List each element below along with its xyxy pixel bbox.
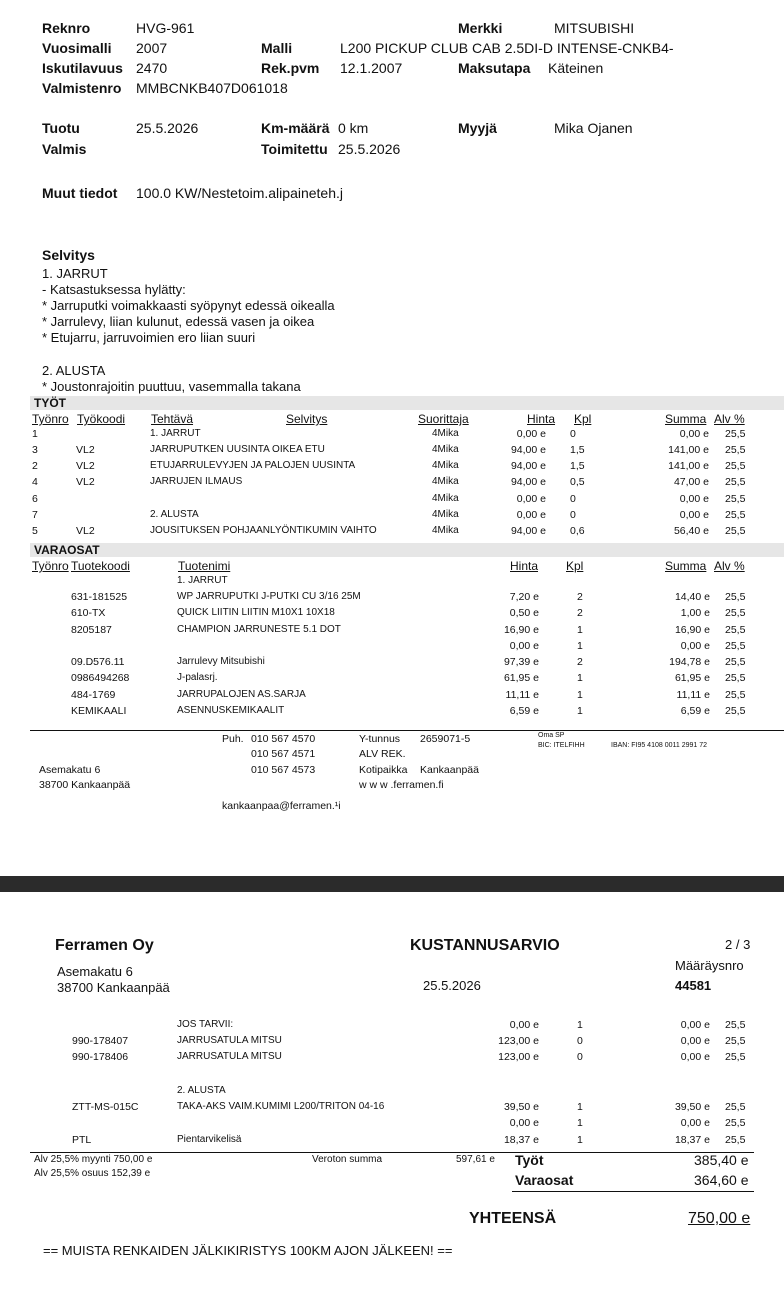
cell-summa: 194,78 e <box>669 656 710 668</box>
city-address: 38700 Kankaanpää <box>57 980 170 995</box>
cell-alv: 25,5 <box>725 1051 746 1063</box>
cell-alv: 25,5 <box>725 1134 746 1146</box>
cell-kpl: 0 <box>570 428 576 440</box>
cell-tuotenimi: CHAMPION JARRUNESTE 5.1 DOT <box>177 624 341 635</box>
cell-tuotekoodi: 484-1769 <box>71 689 116 701</box>
col-suorittaja: Suorittaja <box>418 412 469 426</box>
cell-alv: 25,5 <box>725 444 746 456</box>
cell-tuotekoodi: PTL <box>72 1134 92 1146</box>
cell-tuotenimi: 1. JARRUT <box>177 575 228 586</box>
cell-tuotenimi: WP JARRUPUTKI J-PUTKI CU 3/16 25M <box>177 591 361 602</box>
cell-hinta: 39,50 e <box>503 1101 539 1113</box>
table-row <box>0 509 784 525</box>
varaosat-total-value: 364,60 e <box>694 1172 749 1188</box>
cell-summa: 141,00 e <box>668 460 709 472</box>
cell-alv: 25,5 <box>725 689 746 701</box>
maarays-value: 44581 <box>675 978 712 993</box>
cell-suorittaja: 4Mika <box>432 476 459 487</box>
cell-tyonro: 6 <box>32 493 38 505</box>
cell-summa: 0,00 e <box>679 509 709 521</box>
myyja-value: Mika Ojanen <box>554 120 633 136</box>
cell-kpl: 2 <box>577 656 583 668</box>
cell-tehtava: 1. JARRUT <box>150 428 201 439</box>
cell-kpl: 1 <box>577 624 583 636</box>
table-row <box>0 444 784 460</box>
cell-alv: 25,5 <box>725 640 746 652</box>
veroton-value: 597,61 e <box>456 1154 495 1165</box>
cell-suorittaja: 4Mika <box>432 493 459 504</box>
cell-tuotekoodi: 990-178407 <box>72 1035 129 1047</box>
cell-suorittaja: 4Mika <box>432 444 459 455</box>
cell-tyokoodi: VL2 <box>76 460 95 472</box>
selvitys-line: 2. ALUSTA <box>42 363 106 378</box>
reknro-value: HVG-961 <box>136 20 195 36</box>
cell-summa: 11,11 e <box>676 689 710 701</box>
cell-kpl: 0 <box>570 493 576 505</box>
col-tuotekoodi: Tuotekoodi <box>71 559 130 573</box>
cell-tuotenimi: Jarrulevy Mitsubishi <box>177 656 265 667</box>
km-label: Km-määrä <box>261 120 330 136</box>
table-row <box>0 525 784 541</box>
cell-kpl: 0,5 <box>570 476 585 488</box>
table-row <box>0 656 784 672</box>
varaosat-header <box>0 559 784 575</box>
cell-alv: 25,5 <box>725 705 746 717</box>
table-row <box>0 1134 784 1150</box>
cell-summa: 0,00 e <box>680 1051 710 1063</box>
col-alv: Alv % <box>714 412 745 426</box>
cell-tuotekoodi: 990-178406 <box>72 1051 129 1063</box>
varaosat-total-label: Varaosat <box>515 1172 574 1188</box>
totals-rule <box>30 1152 754 1153</box>
cell-hinta: 6,59 e <box>509 705 539 717</box>
company-name: Ferramen Oy <box>55 937 154 954</box>
cell-alv: 25,5 <box>725 672 746 684</box>
cell-tuotekoodi: 610-TX <box>71 607 106 619</box>
cell-kpl: 1 <box>577 672 583 684</box>
cell-alv: 25,5 <box>725 1117 746 1129</box>
col-summa: Summa <box>665 412 707 426</box>
cell-tyokoodi: VL2 <box>76 476 95 488</box>
cell-tuotenimi: ASENNUSKEMIKAALIT <box>177 705 285 716</box>
cell-tyonro: 1 <box>32 428 38 440</box>
cell-tuotenimi: TAKA-AKS VAIM.KUMIMI L200/TRITON 04-16 <box>177 1101 385 1112</box>
cell-hinta: 123,00 e <box>498 1051 539 1063</box>
table-row <box>0 689 784 705</box>
table-row <box>0 640 784 656</box>
kotipaikka-value: Kankaanpää <box>420 764 479 776</box>
cell-kpl: 1 <box>577 689 583 701</box>
selvitys-text-2 <box>42 363 301 395</box>
toimitettu-label: Toimitettu <box>261 141 328 157</box>
maarays-label: Määräysnro <box>675 958 744 973</box>
selvitys-text <box>42 266 335 346</box>
cell-kpl: 1 <box>577 640 583 652</box>
table-row <box>0 1019 784 1035</box>
veroton-label: Veroton summa <box>312 1154 383 1165</box>
bank-name: Oma SP <box>538 732 565 739</box>
valmistenro-value: MMBCNKB407D061018 <box>136 80 288 96</box>
cell-hinta: 94,00 e <box>510 460 546 472</box>
varaosat-band <box>30 543 784 557</box>
iskutilavuus-label: Iskutilavuus <box>42 60 123 76</box>
cell-hinta: 0,00 e <box>509 1117 539 1129</box>
cell-summa: 0,00 e <box>680 1117 710 1129</box>
document-title: KUSTANNUSARVIO <box>410 937 560 954</box>
cell-tuotenimi: JOS TARVII: <box>177 1019 234 1030</box>
cell-hinta: 123,00 e <box>498 1035 539 1047</box>
cell-alv: 25,5 <box>725 624 746 636</box>
cell-summa: 61,95 e <box>674 672 710 684</box>
cell-alv: 25,5 <box>725 607 746 619</box>
col-selvitys: Selvitys <box>286 412 328 426</box>
cell-summa: 39,50 e <box>674 1101 710 1113</box>
document-date: 25.5.2026 <box>423 978 481 993</box>
col-summa: Summa <box>665 559 707 573</box>
cell-alv: 25,5 <box>725 460 746 472</box>
cell-kpl: 1 <box>577 1117 583 1129</box>
cell-tyonro: 7 <box>32 509 38 521</box>
table-row <box>0 1051 784 1067</box>
cell-alv: 25,5 <box>725 509 746 521</box>
cell-hinta: 0,50 e <box>509 607 539 619</box>
street-address: Asemakatu 6 <box>57 964 133 979</box>
kotipaikka-label: Kotipaikka <box>359 764 408 776</box>
tyot-header <box>0 412 784 428</box>
cell-summa: 14,40 e <box>674 591 710 603</box>
selvitys-title: Selvitys <box>42 247 95 263</box>
col-tyonro: Työnro <box>32 412 69 426</box>
reknro-label: Reknro <box>42 20 91 36</box>
cell-alv: 25,5 <box>725 1101 746 1113</box>
selvitys-line: - Katsastuksessa hylätty: <box>42 282 186 297</box>
col-alv: Alv % <box>714 559 745 573</box>
cell-kpl: 1,5 <box>570 444 585 456</box>
cell-kpl: 2 <box>577 591 583 603</box>
myyja-label: Myyjä <box>458 120 497 136</box>
table-row <box>0 476 784 492</box>
col-hinta: Hinta <box>527 412 556 426</box>
cell-summa: 0,00 e <box>679 428 709 440</box>
col-kpl: Kpl <box>574 412 592 426</box>
ytunnus-label: Y-tunnus <box>359 733 401 745</box>
table-row <box>0 672 784 688</box>
cell-tyonro: 5 <box>32 525 38 537</box>
subtotal-rule <box>512 1191 754 1192</box>
cell-hinta: 11,11 e <box>505 689 539 701</box>
col-tehtava: Tehtävä <box>151 412 194 426</box>
cell-tuotenimi: JARRUSATULA MITSU <box>177 1051 282 1062</box>
grand-total-value: 750,00 e <box>688 1210 751 1227</box>
cell-kpl: 1 <box>577 1019 583 1031</box>
cell-tuotenimi: JARRUSATULA MITSU <box>177 1035 282 1046</box>
selvitys-line: 1. JARRUT <box>42 266 108 281</box>
cell-kpl: 0 <box>577 1035 583 1047</box>
rekpvm-label: Rek.pvm <box>261 60 320 76</box>
cell-summa: 0,00 e <box>680 1019 710 1031</box>
cell-hinta: 94,00 e <box>510 444 546 456</box>
cell-tuotekoodi: 631-181525 <box>71 591 128 603</box>
cell-summa: 0,00 e <box>679 493 709 505</box>
cell-tuotenimi: 2. ALUSTA <box>177 1085 226 1096</box>
alv-osuus: Alv 25,5% osuus 152,39 e <box>34 1168 151 1179</box>
cell-suorittaja: 4Mika <box>432 509 459 520</box>
cell-hinta: 16,90 e <box>503 624 539 636</box>
selvitys-line: * Joustonrajoitin puuttuu, vasemmalla takana <box>42 379 301 394</box>
grand-total-label: YHTEENSÄ <box>469 1210 557 1227</box>
cell-kpl: 0 <box>570 509 576 521</box>
valmis-label: Valmis <box>42 141 87 157</box>
merkki-label: Merkki <box>458 20 503 36</box>
toimitettu-value: 25.5.2026 <box>338 141 401 157</box>
cell-suorittaja: 4Mika <box>432 525 459 536</box>
selvitys-line: * Jarrulevy, liian kulunut, edessä vasen ja oikea <box>42 314 315 329</box>
reminder-note: == MUISTA RENKAIDEN JÄLKIKIRISTYS 100KM AJON JÄLKEEN! == <box>43 1243 453 1258</box>
maksutapa-label: Maksutapa <box>458 60 531 76</box>
cell-summa: 1,00 e <box>680 607 710 619</box>
cell-kpl: 2 <box>577 607 583 619</box>
cell-kpl: 1 <box>577 705 583 717</box>
cell-tuotenimi: QUICK LIITIN LIITIN M10X1 10X18 <box>177 607 335 618</box>
email-link[interactable]: kankaanpaa@ferramen.¹i <box>222 800 341 812</box>
cell-hinta: 0,00 e <box>516 509 546 521</box>
cell-summa: 56,40 e <box>673 525 709 537</box>
cell-kpl: 1 <box>577 1101 583 1113</box>
table-row <box>0 1117 784 1133</box>
malli-value: L200 PICKUP CLUB CAB 2.5DI-D INTENSE-CNKB4- <box>340 40 674 56</box>
tuotu-label: Tuotu <box>42 120 80 136</box>
cell-summa: 6,59 e <box>680 705 710 717</box>
cell-suorittaja: 4Mika <box>432 428 459 439</box>
muut-label: Muut tiedot <box>42 185 118 201</box>
tuotu-value: 25.5.2026 <box>136 120 199 136</box>
cell-hinta: 0,00 e <box>516 493 546 505</box>
maksutapa-value: Käteinen <box>548 60 604 76</box>
cell-hinta: 0,00 e <box>509 640 539 652</box>
www-link[interactable]: w w w .ferramen.fi <box>359 779 444 791</box>
city-address: 38700 Kankaanpää <box>39 779 131 791</box>
footer-rule <box>30 730 784 731</box>
cell-kpl: 0 <box>577 1051 583 1063</box>
cell-kpl: 0,6 <box>570 525 585 537</box>
table-row <box>0 705 784 721</box>
cell-alv: 25,5 <box>725 428 746 440</box>
cell-alv: 25,5 <box>725 591 746 603</box>
cell-summa: 0,00 e <box>680 640 710 652</box>
cell-summa: 16,90 e <box>674 624 710 636</box>
col-tyokoodi: Työkoodi <box>77 412 126 426</box>
cell-tyokoodi: VL2 <box>76 444 95 456</box>
cell-kpl: 1 <box>577 1134 583 1146</box>
cell-hinta: 7,20 e <box>509 591 539 603</box>
puh-1: 010 567 4570 <box>251 733 316 745</box>
varaosat-title: VARAOSAT <box>34 543 100 557</box>
cell-tuotekoodi: KEMIKAALI <box>71 705 127 717</box>
cell-suorittaja: 4Mika <box>432 460 459 471</box>
puh-label: Puh. <box>222 733 244 745</box>
cell-tuotekoodi: 8205187 <box>71 624 112 636</box>
valmistenro-label: Valmistenro <box>42 80 122 96</box>
selvitys-line: * Jarruputki voimakkaasti syöpynyt edessä oikealla <box>42 298 335 313</box>
col-tuotenimi: Tuotenimi <box>178 559 231 573</box>
cell-tyonro: 2 <box>32 460 38 472</box>
col-hinta: Hinta <box>510 559 539 573</box>
cell-tyonro: 3 <box>32 444 38 456</box>
cell-summa: 0,00 e <box>680 1035 710 1047</box>
alv-rek: ALV REK. <box>359 748 406 760</box>
cell-alv: 25,5 <box>725 1019 746 1031</box>
cell-tehtava: ETUJARRULEVYJEN JA PALOJEN UUSINTA <box>150 460 356 471</box>
vuosimalli-value: 2007 <box>136 40 168 56</box>
tyot-title: TYÖT <box>34 396 66 410</box>
cell-summa: 18,37 e <box>674 1134 710 1146</box>
cell-tuotekoodi: 0986494268 <box>71 672 130 684</box>
cell-hinta: 61,95 e <box>503 672 539 684</box>
table-row <box>0 428 784 444</box>
puh-3: 010 567 4573 <box>251 764 316 776</box>
col-kpl: Kpl <box>566 559 584 573</box>
table-row <box>0 591 784 607</box>
cell-alv: 25,5 <box>725 525 746 537</box>
page-number: 2 / 3 <box>725 937 751 952</box>
cell-summa: 141,00 e <box>668 444 709 456</box>
cell-alv: 25,5 <box>725 476 746 488</box>
ytunnus-value: 2659071-5 <box>420 733 471 745</box>
street-address: Asemakatu 6 <box>39 764 101 776</box>
selvitys-line: * Etujarru, jarruvoimien ero liian suuri <box>42 330 256 345</box>
page-separator <box>0 876 784 892</box>
cell-tuotenimi: JARRUPALOJEN AS.SARJA <box>177 689 306 700</box>
km-value: 0 km <box>338 120 369 136</box>
cell-tuotekoodi: ZTT-MS-015C <box>72 1101 139 1113</box>
table-row <box>0 1101 784 1117</box>
cell-hinta: 0,00 e <box>509 1019 539 1031</box>
cell-tyokoodi: VL2 <box>76 525 95 537</box>
muut-value: 100.0 KW/Nestetoim.alipaineteh.j <box>136 185 343 201</box>
table-row <box>0 624 784 640</box>
alv-myynti: Alv 25,5% myynti 750,00 e <box>34 1154 153 1165</box>
cell-tehtava: JOUSITUKSEN POHJAANLYÖNTIKUMIN VAIHTO <box>150 525 377 536</box>
tyot-band <box>30 396 784 410</box>
cell-alv: 25,5 <box>725 493 746 505</box>
cell-hinta: 0,00 e <box>516 428 546 440</box>
cell-hinta: 18,37 e <box>503 1134 539 1146</box>
table-row <box>0 575 784 591</box>
iskutilavuus-value: 2470 <box>136 60 168 76</box>
iban: IBAN: FI95 4108 0011 2991 72 <box>611 742 707 749</box>
cell-summa: 47,00 e <box>673 476 709 488</box>
cell-alv: 25,5 <box>725 1035 746 1047</box>
puh-2: 010 567 4571 <box>251 748 316 760</box>
cell-tuotenimi: Pientarvikelisä <box>177 1134 242 1145</box>
bic: BIC: ITELFIHH <box>538 742 585 749</box>
malli-label: Malli <box>261 40 293 56</box>
cell-hinta: 97,39 e <box>503 656 539 668</box>
tyot-total-label: Työt <box>515 1152 544 1168</box>
tyot-total-value: 385,40 e <box>694 1152 749 1168</box>
cell-tuotekoodi: 09.D576.11 <box>71 656 125 668</box>
merkki-value: MITSUBISHI <box>554 20 635 36</box>
table-row <box>0 1085 784 1101</box>
cell-hinta: 94,00 e <box>510 525 546 537</box>
table-row <box>0 460 784 476</box>
cell-tehtava: JARRUPUTKEN UUSINTA OIKEA ETU <box>150 444 325 455</box>
table-row <box>0 493 784 509</box>
cell-tehtava: JARRUJEN ILMAUS <box>150 476 243 487</box>
cell-tuotenimi: J-palasrj. <box>177 672 218 683</box>
cell-hinta: 94,00 e <box>510 476 546 488</box>
vuosimalli-label: Vuosimalli <box>42 40 112 56</box>
rekpvm-value: 12.1.2007 <box>340 60 403 76</box>
table-row <box>0 1035 784 1051</box>
table-row <box>0 607 784 623</box>
cell-tehtava: 2. ALUSTA <box>150 509 199 520</box>
cell-alv: 25,5 <box>725 656 746 668</box>
cell-tyonro: 4 <box>32 476 38 488</box>
cell-kpl: 1,5 <box>570 460 585 472</box>
col-tyonro: Työnro <box>32 559 69 573</box>
